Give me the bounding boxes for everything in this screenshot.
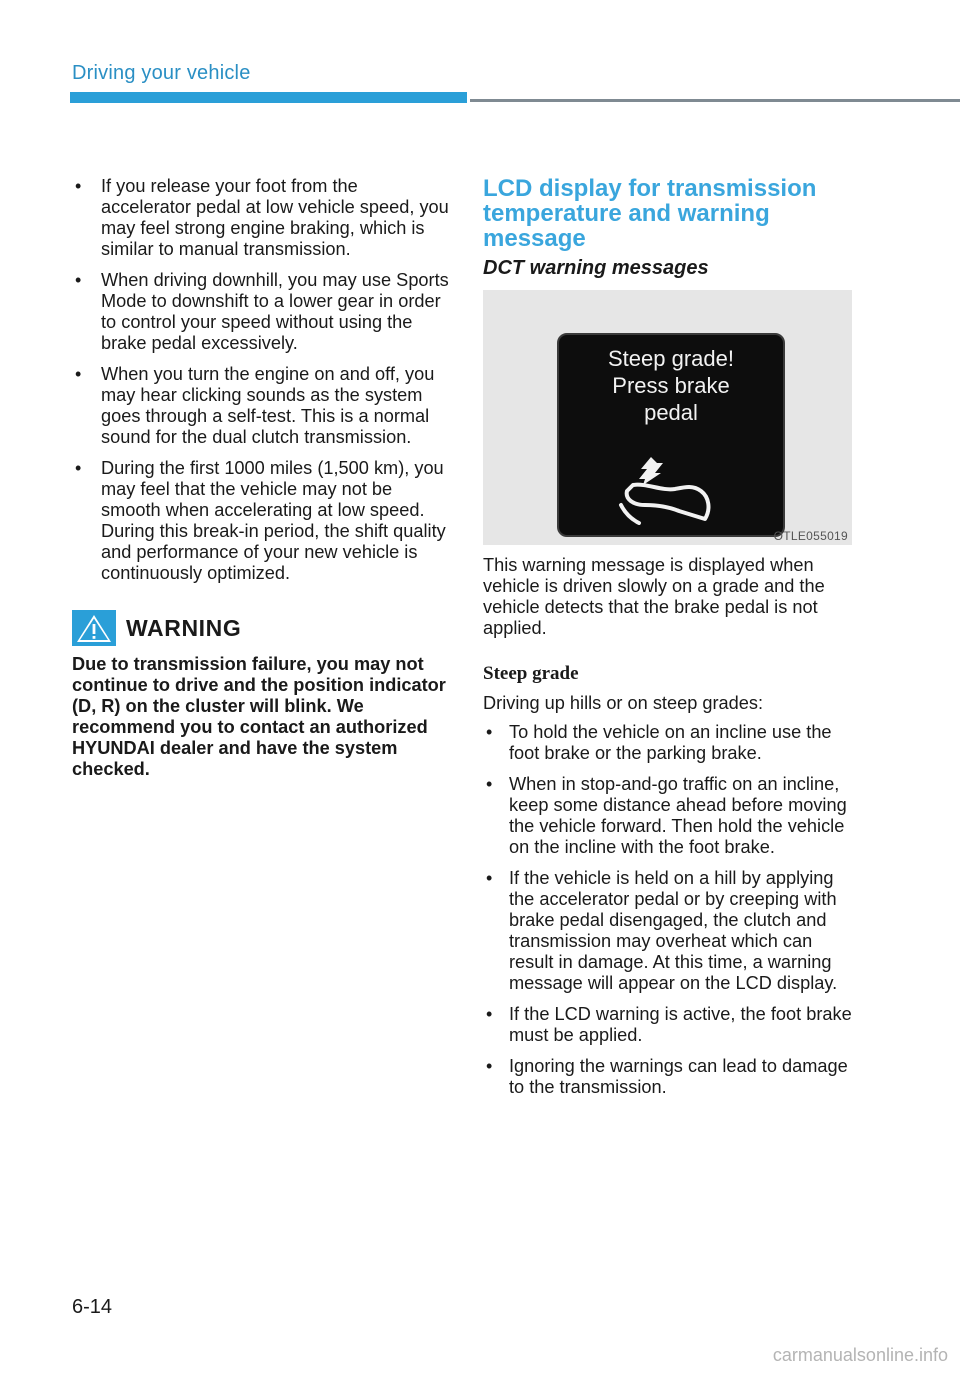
- list-item: • When in stop-and-go traffic on an incline, keep some distance ahead before moving the vehicle forward. Then hold the vehicle on the incline with the foot brake.: [483, 774, 853, 858]
- list-item: • If the LCD warning is active, the foot brake must be applied.: [483, 1004, 853, 1046]
- warning-triangle-icon: [72, 610, 116, 646]
- steep-grade-intro: Driving up hills or on steep grades:: [483, 693, 764, 713]
- list-item: • During the first 1000 miles (1,500 km), you may feel that the vehicle may not be smooth when accelerating at low speed. During this break-in period, the shift quality and performance of your new vehicle is continuously optimized.: [72, 458, 452, 584]
- list-item: • When you turn the engine on and off, you may hear clicking sounds as the system goes through a self-test. This is a normal sound for the dual clutch transmission.: [72, 364, 452, 448]
- steep-grade-heading: Steep grade: [483, 663, 579, 684]
- section-header-title: Driving your vehicle: [72, 62, 251, 84]
- list-item: • To hold the vehicle on an incline use the foot brake or the parking brake.: [483, 722, 853, 764]
- header-rule-blue: [70, 92, 467, 103]
- right-column: [483, 176, 853, 1108]
- list-item: • If you release your foot from the accelerator pedal at low vehicle speed, you may feel strong engine braking, which is similar to manual transmission.: [72, 176, 452, 260]
- subsection-title: DCT warning messages: [483, 257, 709, 279]
- left-column: [72, 176, 452, 780]
- section-title: LCD display for transmission temperature and warning message: [483, 175, 817, 252]
- header-rule-gray: [470, 99, 960, 102]
- lcd-display: [557, 333, 785, 537]
- lcd-message: Steep grade! Press brake pedal: [608, 346, 734, 425]
- warning-label: WARNING: [126, 614, 242, 641]
- left-bullet-list: [72, 176, 452, 584]
- list-item: • When driving downhill, you may use Sports Mode to downshift to a lower gear in order to control your speed without using the brake pedal excessively.: [72, 270, 452, 354]
- page-number: 6-14: [72, 1296, 113, 1318]
- right-bullet-list: [483, 722, 853, 1098]
- warning-text: Due to transmission failure, you may not continue to drive and the position indicator (D, R) on the cluster will blink. We recommend you to contact an authorized HYUNDAI dealer and have the system checked.: [72, 654, 446, 779]
- watermark-link[interactable]: carmanualsonline.info: [772, 1345, 948, 1365]
- figure-description: This warning message is displayed when vehicle is driven slowly on a grade and the vehicle detects that the brake pedal is not applied.: [483, 555, 825, 638]
- list-item: • If the vehicle is held on a hill by applying the accelerator pedal or by creeping with brake pedal disengaged, the clutch and transmission may overheat which can result in damage. At this time, a warning message will appear on the LCD display.: [483, 868, 853, 994]
- brake-pedal-icon: [617, 455, 727, 525]
- figure-code: OTLE055019: [773, 529, 848, 543]
- list-item: • Ignoring the warnings can lead to damage to the transmission.: [483, 1056, 853, 1098]
- warning-header: [72, 610, 452, 646]
- lcd-figure: [483, 290, 852, 545]
